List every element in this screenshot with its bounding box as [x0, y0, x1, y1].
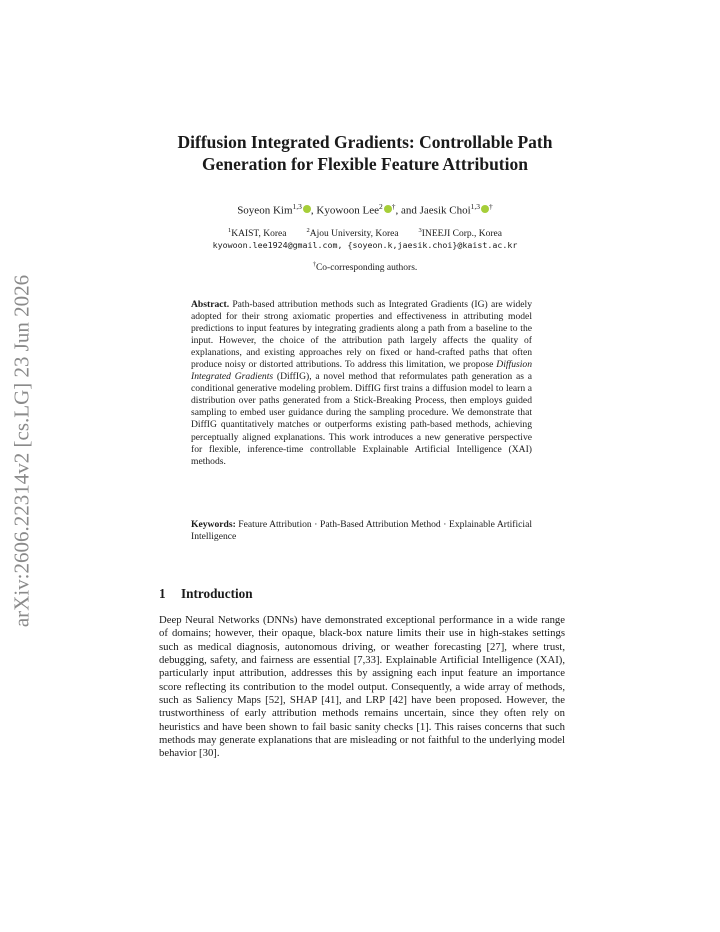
- affil-mark: 2: [306, 227, 310, 234]
- intro-paragraph: Deep Neural Networks (DNNs) have demonstrated exceptional performance in a wide range of domains; however, their opaque, black-box nature limits their use in high-stakes settings such as medical diagnosis, autonomous driving, or weather forecasting [27], where trust, debugging, safety, and fairness are essential [7,33]. Explainable Artificial Intelligence (XAI), particularly input attribution, addresses this by assigning each input feature an importance score reflecting its contribution to the model output. Consequently, a wide array of methods, such as Saliency Maps [52], SHAP [41], and LRP [42] have been proposed. However, the trustworthiness of early attribution methods remains uncertain, since they often rely on heuristics and have been shown to fail basic sanity checks [1]. This raises concerns that such methods may generate explanations that are misleading or not faithful to the underlying model behavior [30].: [159, 614, 565, 760]
- arxiv-stamp-text: arXiv:2606.22314v2 [cs.LG] 23 Jun 2026: [9, 274, 34, 628]
- author-affil-mark: 2: [379, 202, 383, 211]
- abstract-method-name: Diffusion Integrated Gradients: [191, 359, 532, 383]
- keywords-label: Keywords:: [191, 519, 236, 530]
- keywords: [191, 519, 532, 543]
- orcid-icon[interactable]: [384, 205, 392, 213]
- affiliation: INEEJI Corp., Korea: [421, 229, 502, 240]
- section-number: 1: [159, 586, 166, 601]
- keywords-text: Feature Attribution · Path-Based Attribution Method · Explainable Artificial Intelligence: [191, 519, 532, 543]
- affil-mark: 3: [418, 227, 422, 234]
- author-name: Soyeon Kim: [237, 204, 293, 217]
- corresponding-mark: †: [391, 202, 396, 211]
- corresponding-text: Co-corresponding authors.: [315, 263, 418, 274]
- author-separator: ,: [310, 204, 317, 217]
- abstract-text: Path-based attribution methods such as Integrated Gradients (IG) are widely adopted for their strong axiomatic properties and effectiveness in attributing model predictions to input features by integrating gradients along a path from a baseline to the input. However, the choice of the attribution path largely affects the quality of explanations, and existing approaches rely on fixed or hand-crafted paths that often produce noisy or distorted attributions. To address this limitation, we propose: [191, 299, 532, 371]
- orcid-icon[interactable]: [303, 205, 311, 213]
- abstract: [191, 299, 532, 468]
- affiliation: Ajou University, Korea: [309, 229, 399, 240]
- author-affil-mark: 1,3: [292, 202, 302, 211]
- abstract-label: Abstract.: [191, 299, 230, 310]
- author-emails[interactable]: kyowoon.lee1924@gmail.com, {soyeon.k,jaesik.choi}@kaist.ac.kr: [212, 240, 518, 250]
- affiliation: KAIST, Korea: [231, 229, 287, 240]
- author-list: [140, 200, 590, 218]
- author-name: Jaesik Choi: [419, 204, 471, 217]
- paper-title: Diffusion Integrated Gradients: Controllable Path Generation for Flexible Feature Attribution: [177, 132, 553, 174]
- corresponding-mark: †: [312, 261, 316, 268]
- author-affil-mark: 1,3: [470, 202, 481, 211]
- section-title: Introduction: [181, 586, 253, 601]
- affil-mark: 1: [227, 227, 232, 234]
- orcid-icon[interactable]: [481, 205, 489, 213]
- corresponding-mark: †: [489, 202, 493, 211]
- section-heading: [159, 586, 579, 602]
- abstract-text: (DiffIG), a novel method that reformulates path generation as a conditional generative modeling problem. DiffIG first trains a diffusion model to learn a distribution over paths generated from a Stick-Breaking Process, then employs guided sampling to embed user guidance during the sampling procedure. We demonstrate that DiffIG quantitatively matches or outperforms existing path-based methods, achieving perceptually aligned explanations. This work introduces a new generative perspective for flexible, inference-time controllable Explainable Artificial Intelligence (XAI) methods.: [191, 371, 532, 467]
- author-name: Kyowoon Lee: [316, 204, 379, 217]
- corresponding-note: [140, 258, 590, 275]
- author-separator: , and: [395, 204, 420, 217]
